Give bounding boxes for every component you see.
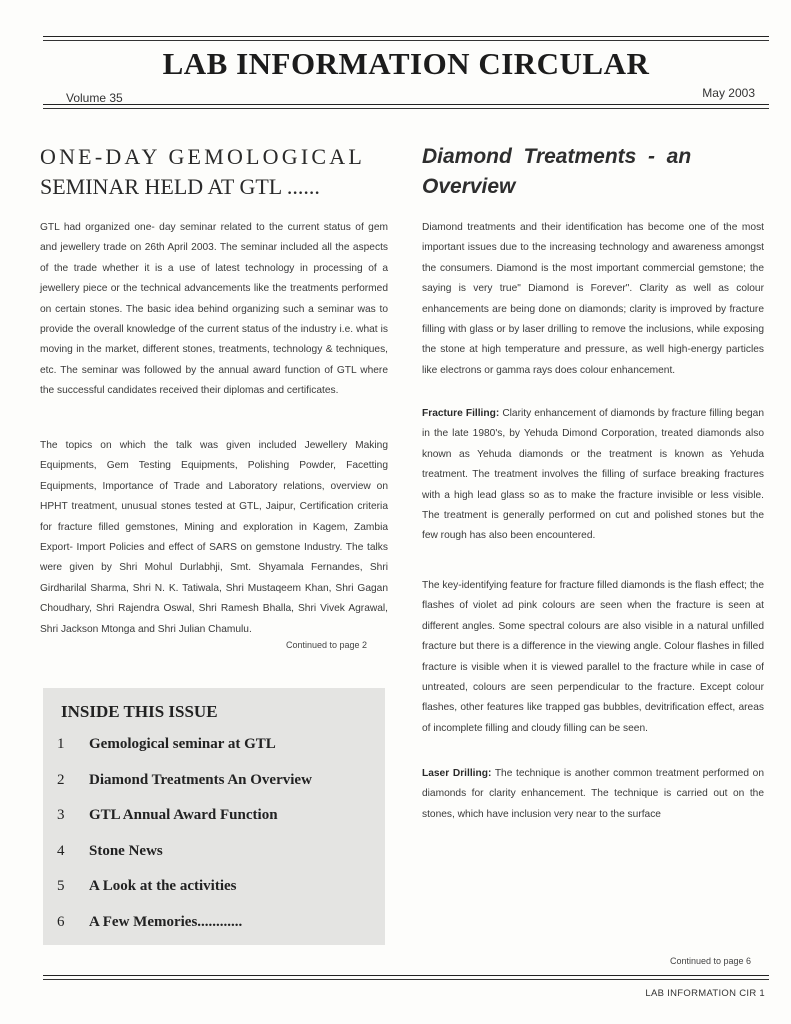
left-article-heading [40, 142, 388, 202]
top-rule-1 [43, 36, 769, 37]
top-rule-2 [43, 40, 769, 41]
toc-item[interactable]: 4 Stone News [57, 842, 163, 859]
toc-item[interactable]: 6 A Few Memories............ [57, 913, 243, 930]
volume-label: Volume 35 [66, 91, 123, 105]
right-article-para1: Diamond treatments and their identification has become one of the most important issues due to the increasing technology and awareness amongst the consumers. Diamond is the most important commercial gemstone; the saying is very true" Diamond is Forever". Clarity as well as colour enhancements are being done on diamonds; clarity is improved by fracture filling with glass or by laser drilling to remove the inclusions, while exposing the stone at high temperature and pressure, as well high-energy particles like electrons or gamma rays does colour enhancement. [422, 222, 764, 376]
right-heading-line2: Overview [422, 175, 516, 198]
toc-item[interactable]: 5 A Look at the activities [57, 878, 237, 894]
bottom-rule-2 [43, 979, 769, 980]
right-article-heading [422, 142, 764, 202]
fracture-filling-text: Clarity enhancement of diamonds by fracture filling began in the late 1980's, by Yehuda Dimond Corporation, treated diamonds also known as Yehuda diamonds or the treatment is known as Yehuda treatment. The treatment involves the filling of surface breaking fractures with a high lead glass so as to make the fracture invisible or less visible. The treatment is generally performed on cut and polished stones but the few rough has also been encountered. [422, 408, 764, 542]
right-continued-note: Continued to page 6 [670, 956, 752, 966]
left-article-para2: The topics on which the talk was given included Jewellery Making Equipments, Gem Testing Equipments, Polishing Powder, Facetting Equipments, Importance of Trade and Laboratory relations, overview on HPHT treatment, unusual stones tested at GTL, Jaipur, Certification criteria for fracture filled gemstones, Mining and exploration in Kagem, Zambia Export- Import Policies and effect of SARS on gemstone Industry. The talks were given by Shri Mohul Durlabhji, Smt. Shyamala Fernandes, Shri Girdharilal Sharma, Shri N. K. Tatiwala, Shri Mustaqeem Khan, Shri Gagan Choudhary, Shri Rajendra Oswal, Shri Ramesh Bhalla, Shri Vivek Agrawal, Shri Jackson Mtonga and Shri Julian Chamulu. [40, 440, 388, 635]
inside-issue-title: INSIDE THIS ISSUE [61, 702, 218, 721]
toc-item[interactable]: 3 GTL Annual Award Function [57, 807, 278, 823]
masthead-rule-2 [43, 108, 769, 109]
laser-drilling-para [422, 764, 764, 825]
left-heading-line2: SEMINAR HELD AT GTL ...... [40, 174, 320, 199]
toc-item[interactable]: 2 Diamond Treatments An Overview [57, 771, 312, 788]
masthead-title: LAB INFORMATION CIRCULAR [162, 46, 650, 81]
left-article-para1: GTL had organized one- day seminar related to the current status of gem and jewellery trade on 26th April 2003. The seminar included all the aspects of the trade whether it is a use of latest technology in processing of a jewellery piece or the technical advancements like the treatments performed on certain stones. The basic idea behind organizing such a seminar was to provide the overall knowledge of the current status of the industry i.e. what is moving in the market, different stones, treatments, technology & techniques, etc. The seminar was followed by the annual award function of GTL where the successful candidates received their diplomas and certificates. [40, 222, 388, 397]
left-heading-line1: ONE-DAY GEMOLOGICAL [40, 144, 365, 169]
masthead-rule-1 [43, 104, 769, 105]
inside-issue-box [43, 688, 385, 945]
bottom-rule-1 [43, 975, 769, 976]
inside-issue-list [57, 736, 312, 949]
right-heading-line1: Diamond Treatments - an [422, 145, 692, 168]
fracture-filling-label: Fracture Filling: [422, 408, 500, 419]
laser-drilling-label: Laser Drilling: [422, 768, 492, 779]
footer-label: LAB INFORMATION CIR 1 [645, 988, 765, 999]
issue-date: May 2003 [702, 86, 755, 100]
right-article-para3: The key-identifying feature for fracture filled diamonds is the flash effect; the flashes of violet ad pink colours are seen when the fracture is seen at different angles. Some spectral colours are also visible in a natural unfilled fracture but there is a difference in the viewing angle. Colour flashes in filled fracture is visible when it is viewed parallel to the fracture while in case of untreated, colours are seen perpendicular to the fracture. Except colour flashes, other features like trapped gas bubbles, devitrification effect, areas of incomplete filling and cloudy filling can be seen. [422, 580, 764, 734]
fracture-filling-para [422, 404, 764, 547]
toc-item[interactable]: 1 Gemological seminar at GTL [57, 736, 276, 752]
left-continued-note: Continued to page 2 [286, 640, 368, 650]
laser-drilling-text: The technique is another common treatment performed on diamonds for clarity enhancement. The technique is carried out on the stones, which have inclusion very near to the surface [422, 768, 765, 820]
